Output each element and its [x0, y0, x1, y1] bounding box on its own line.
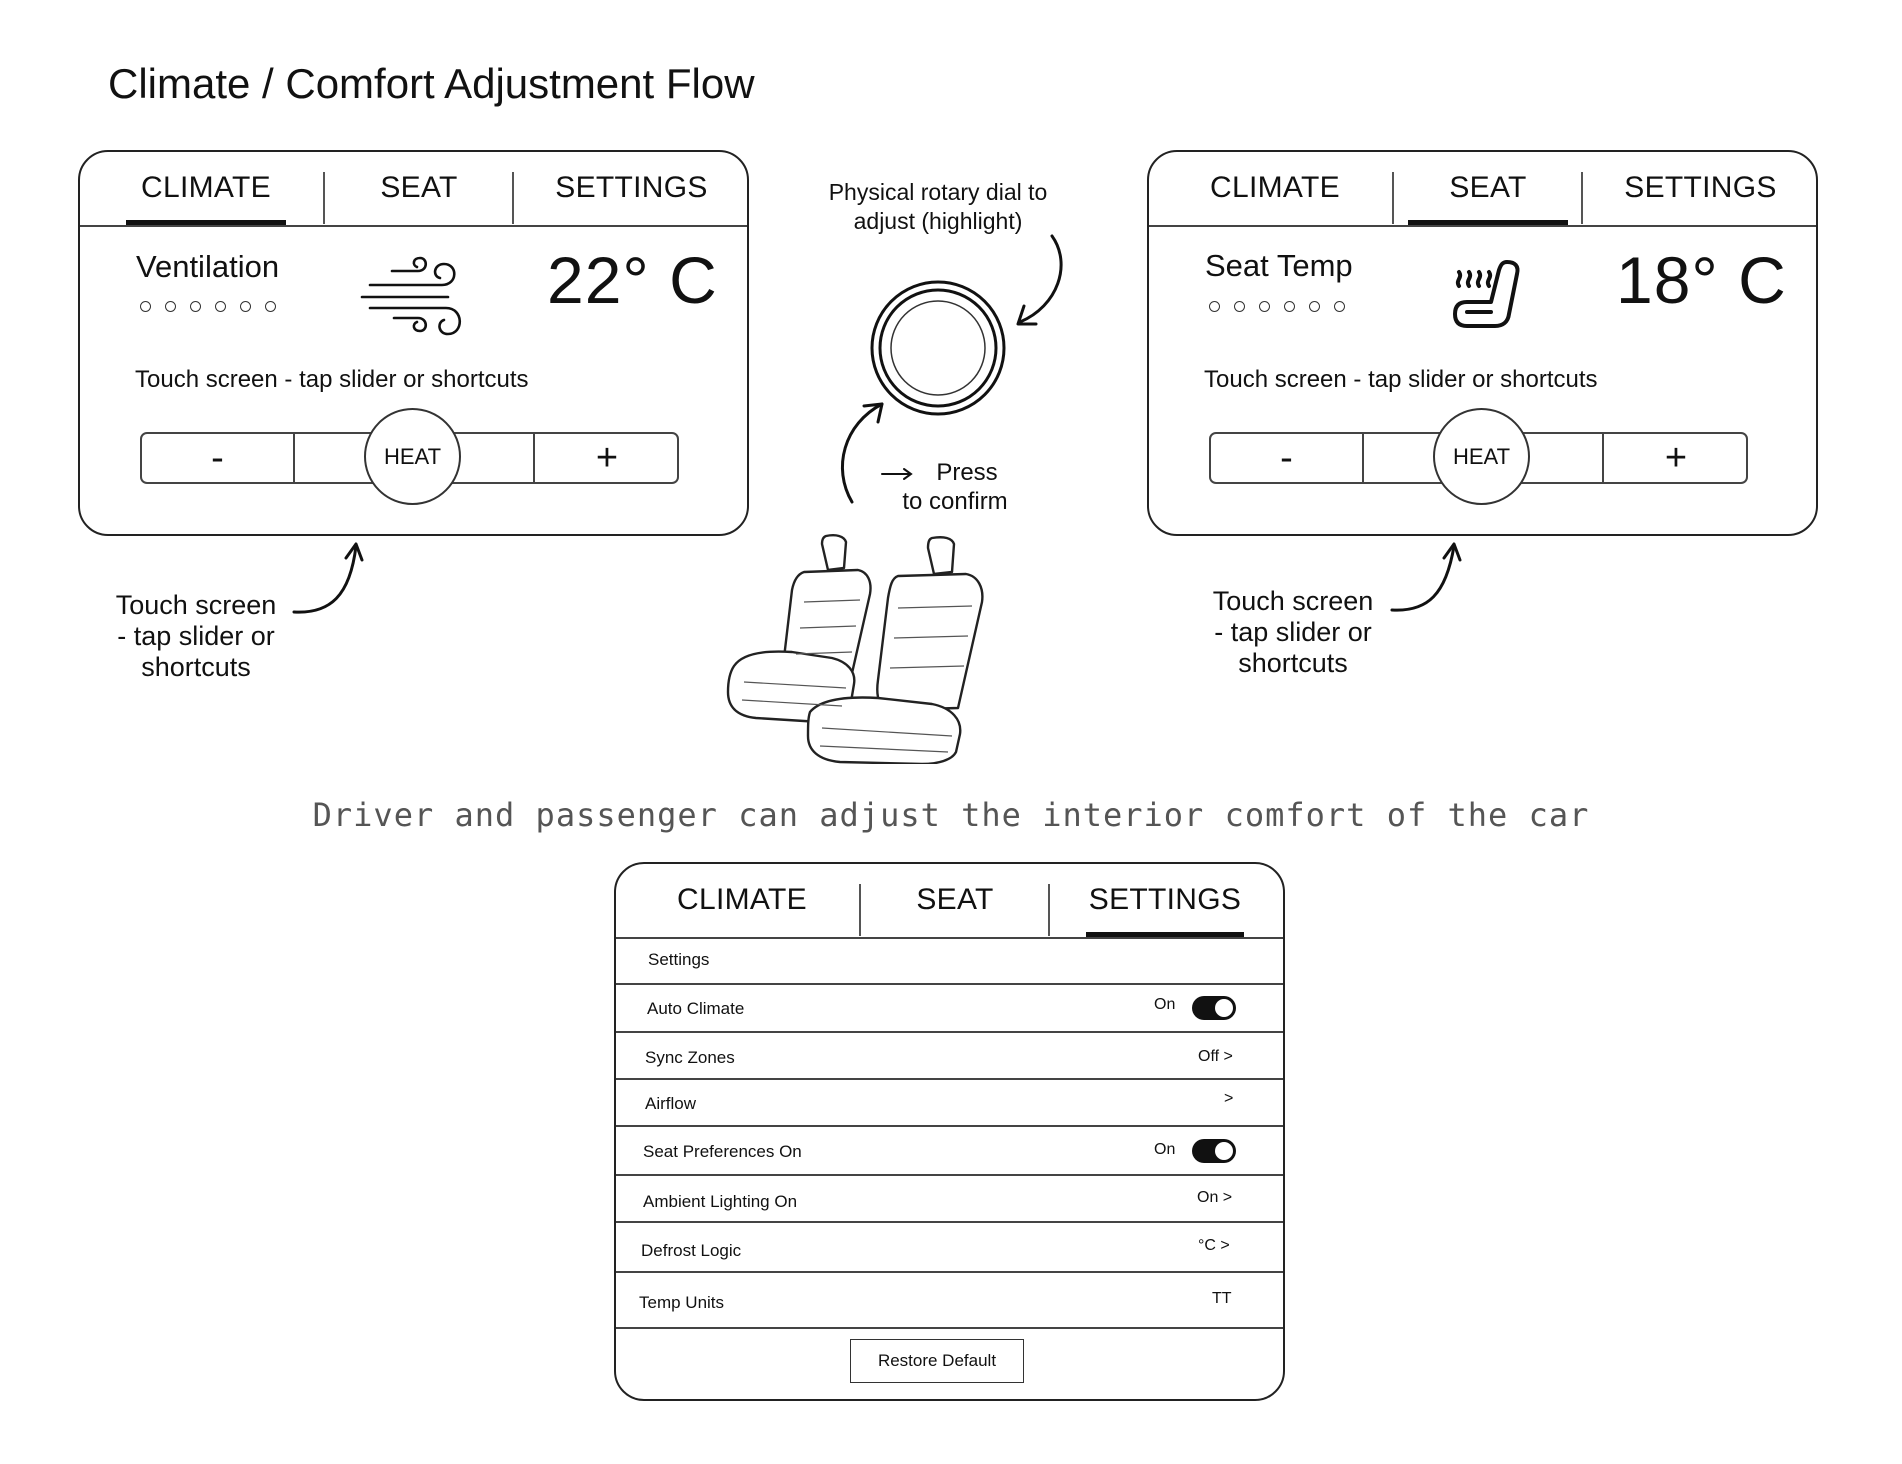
tab-bar [80, 152, 747, 227]
tab-seat[interactable]: SEAT [1408, 152, 1568, 223]
seat-panel [1147, 150, 1818, 536]
car-seats-icon [722, 532, 1002, 764]
settings-row-sync-zones[interactable] [616, 1033, 1283, 1080]
right-callout-arrow [1388, 536, 1468, 616]
setting-value: Off > [1198, 1048, 1233, 1065]
ventilation-level-dots[interactable] [140, 301, 276, 312]
dial-note-line: adjust (highlight) [853, 208, 1023, 234]
level-dot[interactable] [265, 301, 276, 312]
tab-divider [1392, 172, 1394, 224]
page-title: Climate / Comfort Adjustment Flow [108, 60, 755, 107]
callout-line: shortcuts [141, 652, 251, 682]
settings-header-row [616, 937, 1283, 985]
tab-bar [616, 864, 1283, 939]
heat-knob[interactable]: HEAT [1433, 408, 1530, 505]
tab-divider [1048, 884, 1050, 936]
decrease-button[interactable]: - [211, 436, 224, 479]
level-dot[interactable] [215, 301, 226, 312]
dial-note-arrow [1010, 232, 1080, 332]
setting-value: °C > [1198, 1237, 1230, 1254]
level-dot[interactable] [165, 301, 176, 312]
decrease-button[interactable]: - [1280, 436, 1293, 479]
level-dot[interactable] [1334, 301, 1345, 312]
temperature-readout: 22° C [547, 243, 718, 317]
level-dot[interactable] [1284, 301, 1295, 312]
tab-seat[interactable]: SEAT [916, 882, 994, 916]
setting-label: Seat Preferences On [643, 1142, 802, 1161]
level-dot[interactable] [140, 301, 151, 312]
ventilation-heading: Ventilation [136, 249, 280, 284]
settings-row-temp-units[interactable] [616, 1273, 1283, 1329]
increase-button[interactable]: + [1664, 436, 1688, 479]
heat-knob[interactable]: HEAT [364, 408, 461, 505]
setting-value: > [1224, 1090, 1234, 1107]
left-callout-arrow [290, 536, 370, 618]
tab-settings[interactable]: SETTINGS [1086, 864, 1244, 935]
level-dot[interactable] [240, 301, 251, 312]
level-dot[interactable] [1309, 301, 1320, 312]
callout-line: Touch screen [115, 590, 277, 620]
touch-hint: Touch screen - tap slider or shortcuts [135, 366, 529, 393]
seat-level-dots[interactable] [1209, 301, 1345, 312]
level-dot[interactable] [190, 301, 201, 312]
temperature-readout: 18° C [1616, 243, 1787, 317]
settings-row-seat-preferences[interactable] [616, 1127, 1283, 1176]
rotary-dial-icon[interactable] [868, 278, 1008, 418]
press-arrow [830, 398, 890, 508]
setting-label: Sync Zones [645, 1048, 735, 1067]
seat-preferences-toggle[interactable] [1192, 1139, 1236, 1163]
settings-row-airflow[interactable] [616, 1080, 1283, 1127]
callout-line: - tap slider or [1214, 617, 1372, 647]
flow-description: Driver and passenger can adjust the interior comfort of the car [312, 796, 1590, 834]
dial-note [808, 178, 1068, 236]
tab-bar [1149, 152, 1816, 227]
restore-default-button[interactable]: Restore Default [850, 1339, 1024, 1383]
level-dot[interactable] [1259, 301, 1270, 312]
setting-label: Ambient Lighting On [643, 1192, 798, 1211]
setting-label: Auto Climate [647, 999, 745, 1018]
wind-icon [360, 252, 472, 338]
setting-value: On > [1197, 1189, 1233, 1206]
tab-settings[interactable]: SETTINGS [1624, 170, 1777, 204]
settings-row-ambient-lighting[interactable] [616, 1176, 1283, 1223]
settings-header: Settings [648, 950, 710, 969]
dial-note-line: Physical rotary dial to [828, 179, 1048, 205]
right-touch-callout [1193, 586, 1393, 679]
setting-value: On [1154, 1141, 1176, 1158]
touch-hint: Touch screen - tap slider or shortcuts [1204, 366, 1598, 393]
level-dot[interactable] [1234, 301, 1245, 312]
tab-climate[interactable]: CLIMATE [1210, 170, 1340, 204]
press-confirm-note [885, 458, 1025, 516]
press-line: to confirm [902, 488, 1008, 515]
callout-line: shortcuts [1238, 648, 1348, 678]
slider-divider [293, 432, 295, 484]
settings-row-defrost-logic[interactable] [616, 1223, 1283, 1273]
climate-panel [78, 150, 749, 536]
press-line: Press [936, 459, 998, 486]
tab-settings[interactable]: SETTINGS [555, 170, 708, 204]
setting-label: Airflow [645, 1094, 697, 1113]
left-touch-callout [96, 590, 296, 683]
setting-value: On [1154, 996, 1176, 1013]
tab-climate[interactable]: CLIMATE [677, 882, 807, 916]
heated-seat-icon [1445, 256, 1529, 336]
setting-value: TT [1212, 1290, 1232, 1307]
settings-panel [614, 862, 1285, 1401]
tab-climate[interactable]: CLIMATE [126, 152, 286, 223]
callout-line: Touch screen [1212, 586, 1374, 616]
increase-button[interactable]: + [595, 436, 619, 479]
callout-line: - tap slider or [117, 621, 275, 651]
setting-label: Defrost Logic [641, 1241, 742, 1260]
setting-label: Temp Units [639, 1293, 725, 1312]
level-dot[interactable] [1209, 301, 1220, 312]
auto-climate-toggle[interactable] [1192, 996, 1236, 1020]
settings-row-auto-climate[interactable] [616, 985, 1283, 1033]
tab-seat[interactable]: SEAT [380, 170, 458, 204]
seat-temp-heading: Seat Temp [1205, 248, 1353, 283]
slider-divider [1362, 432, 1364, 484]
